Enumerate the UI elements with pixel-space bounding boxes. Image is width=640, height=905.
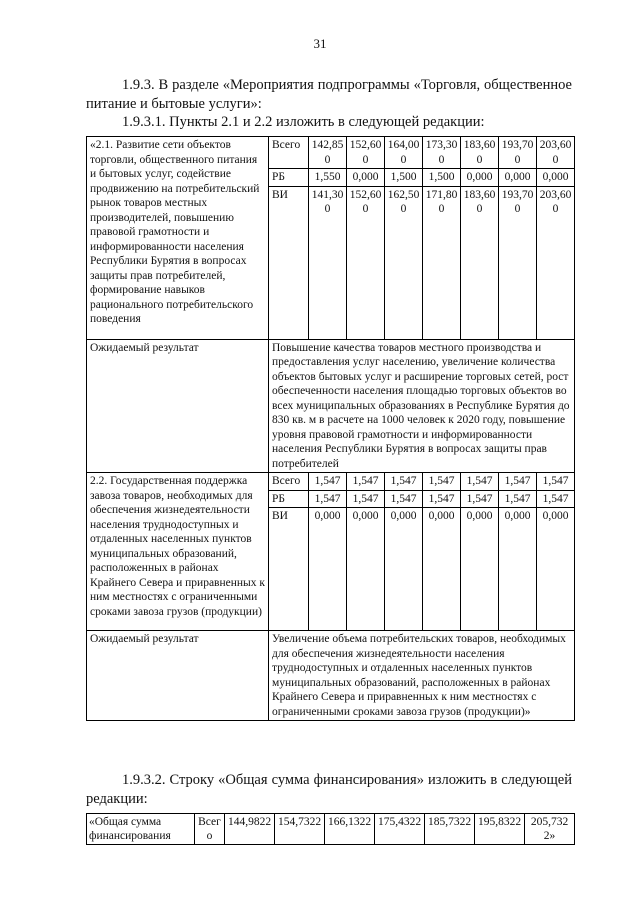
table-cell: 0,000 (537, 508, 575, 631)
table-cell: 1,547 (499, 490, 537, 508)
table-cell: 0,000 (537, 169, 575, 187)
page-number: 31 (313, 36, 327, 51)
table-cell: 142,850 (309, 137, 347, 169)
table-cell: 1,547 (385, 473, 423, 491)
table-cell: 1,547 (461, 473, 499, 491)
table-row (87, 473, 575, 491)
expected-result-label: Ожидаемый результат (87, 339, 269, 473)
measures-table (86, 136, 575, 721)
table-cell: 166,1322 (325, 814, 375, 845)
table-cell: 1,500 (423, 169, 461, 187)
table-row (87, 631, 575, 721)
table-cell: 183,600 (461, 186, 499, 339)
table-cell: 0,000 (423, 508, 461, 631)
table-row (87, 814, 575, 845)
table-cell: 175,4322 (375, 814, 425, 845)
measure-2-1-description: «2.1. Развитие сети объектов торговли, общественного питания и бытовых услуг, содействие продвижению на потребительский рынок товаров местных производителей, повышению правовой грамотности и информированности населения Республики Бурятия в вопросах защиты прав потребителей, формирование навыков рационального потребительского поведения (87, 137, 269, 340)
table-cell: 152,600 (347, 186, 385, 339)
table-cell: 185,7322 (425, 814, 475, 845)
table-cell: 1,547 (385, 490, 423, 508)
measure-2-2-description: 2.2. Государственная поддержка завоза товаров, необходимых для обеспечения жизнедеятельности населения труднодоступных и отдаленных населенных пунктов муниципальных образований, расположенных в районах Крайнего Севера и приравненных к ним местностях с ограниченными сроками завоза грузов (продукции) (87, 473, 269, 631)
table-cell: 0,000 (309, 508, 347, 631)
table-cell: 0,000 (385, 508, 423, 631)
table-cell: 0,000 (461, 508, 499, 631)
row-label: ВИ (269, 186, 309, 339)
table-cell: 203,600 (537, 186, 575, 339)
paragraph-1-9-3-1: 1.9.3.1. Пункты 2.1 и 2.2 изложить в следующей редакции: (122, 114, 485, 130)
table-row (87, 137, 575, 169)
paragraph-1-9-3: 1.9.3. В разделе «Мероприятия подпрограммы «Торговля, общественное питание и бытовые услуги»: (86, 77, 572, 112)
table-cell: 0,000 (499, 169, 537, 187)
expected-result-text: Повышение качества товаров местного производства и предоставления услуг населению, увеличение количества объектов бытовых услуг и расширение торговых сетей, рост обеспеченности населения площадью торговых объектов во всех муниципальных образованиях в Республике Бурятия до 830 кв. м в расчете на 1000 человек к 2020 году, повышение уровня правовой грамотности и информированности населения Республики Бурятия в вопросах защиты прав потребителей (269, 339, 575, 473)
table-cell: 154,7322 (275, 814, 325, 845)
row-label: Всего (269, 137, 309, 169)
row-label: РБ (269, 490, 309, 508)
table-cell: 144,9822 (225, 814, 275, 845)
table-cell: 171,800 (423, 186, 461, 339)
table-cell: 0,000 (347, 508, 385, 631)
row-label: Всего (195, 814, 225, 845)
table-cell: 162,500 (385, 186, 423, 339)
table-cell: 0,000 (461, 169, 499, 187)
table-row (87, 339, 575, 473)
table-cell: 1,547 (309, 473, 347, 491)
table-cell: 205,7322» (525, 814, 575, 845)
table-cell: 195,8322 (475, 814, 525, 845)
expected-result-label: Ожидаемый результат (87, 631, 269, 721)
table-cell: 1,547 (347, 473, 385, 491)
row-label: ВИ (269, 508, 309, 631)
table-cell: 1,547 (347, 490, 385, 508)
row-label: РБ (269, 169, 309, 187)
table-cell: 1,500 (385, 169, 423, 187)
table-cell: 1,547 (461, 490, 499, 508)
table-cell: 0,000 (499, 508, 537, 631)
table-cell: 164,000 (385, 137, 423, 169)
paragraph-1-9-3-2: 1.9.3.2. Строку «Общая сумма финансирования» изложить в следующей редакции: (86, 772, 572, 807)
table-cell: 203,600 (537, 137, 575, 169)
total-financing-label: «Общая сумма финансирования (87, 814, 195, 845)
table-cell: 0,000 (347, 169, 385, 187)
table-cell: 1,547 (309, 490, 347, 508)
expected-result-text: Увеличение объема потребительских товаров, необходимых для обеспечения жизнедеятельности населения труднодоступных и отдаленных населенных пунктов муниципальных образований, расположенных в районах Крайнего Севера и приравненных к ним местностях с ограниченными сроками завоза грузов (продукции)» (269, 631, 575, 721)
table-cell: 193,700 (499, 186, 537, 339)
table-cell: 183,600 (461, 137, 499, 169)
table-cell: 173,300 (423, 137, 461, 169)
table-cell: 1,547 (537, 490, 575, 508)
table-cell: 1,547 (423, 490, 461, 508)
table-cell: 1,547 (423, 473, 461, 491)
table-cell: 1,547 (499, 473, 537, 491)
table-cell: 141,300 (309, 186, 347, 339)
row-label: Всего (269, 473, 309, 491)
table-cell: 1,550 (309, 169, 347, 187)
table-cell: 193,700 (499, 137, 537, 169)
table-cell: 152,600 (347, 137, 385, 169)
total-financing-table (86, 813, 575, 845)
table-cell: 1,547 (537, 473, 575, 491)
